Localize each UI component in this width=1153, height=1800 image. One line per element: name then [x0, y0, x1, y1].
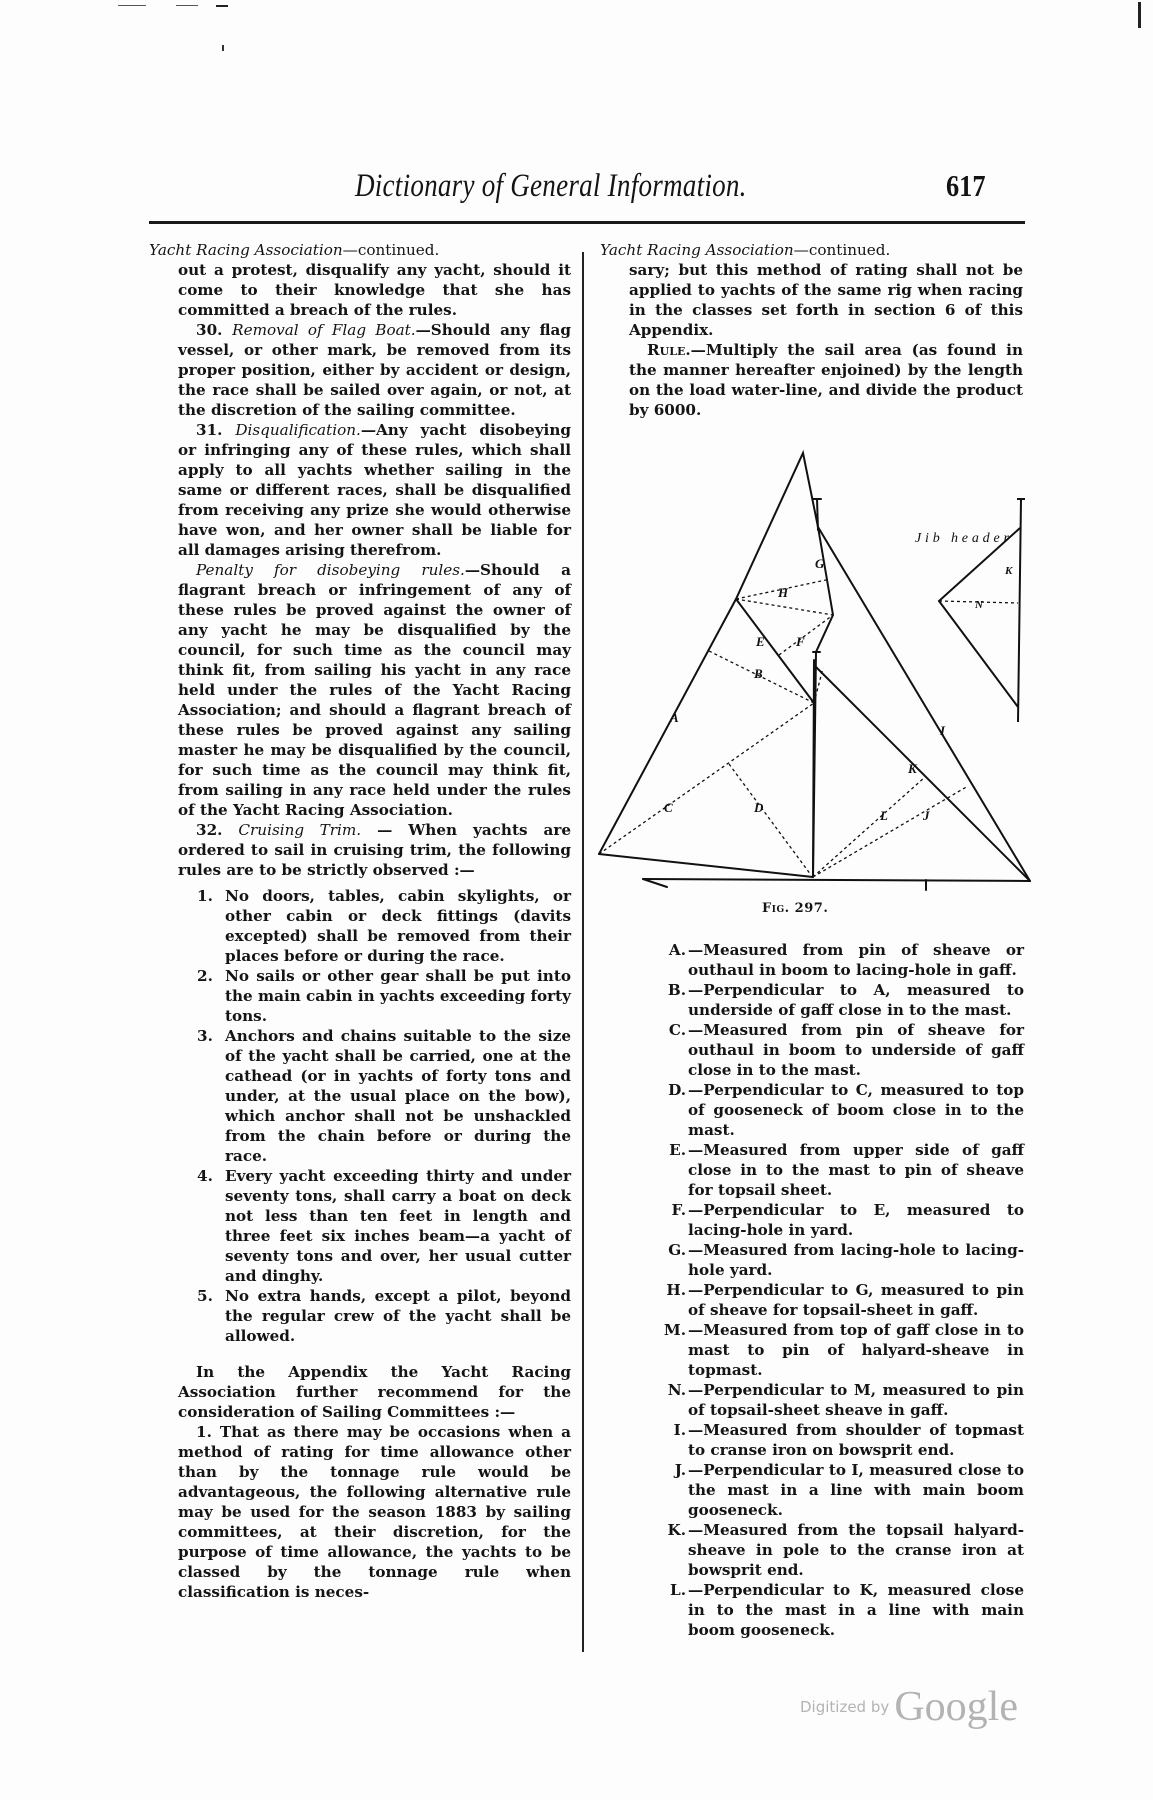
- label-B: B: [754, 666, 763, 681]
- legend-item: F. —Perpendicular to E, measured to lacing-hole in yard.: [671, 1201, 1024, 1239]
- legend-item: C. —Measured from pin of sheave for outhaul in boom to underside of gaff close in to the mast.: [668, 1021, 1024, 1079]
- label-C: C: [664, 800, 673, 815]
- legend-item: K. —Measured from the topsail halyard-sheave in pole to the cranse iron at bowsprit end.: [667, 1521, 1024, 1579]
- legend-item: H. —Perpendicular to G, measured to pin of sheave for topsail-sheet in gaff.: [666, 1281, 1024, 1319]
- scan-artifact: [118, 5, 146, 6]
- digitized-watermark: Digitized by Google: [800, 1684, 1018, 1730]
- legend-item: A. —Measured from pin of sheave or outhaul in boom to lacing-hole in gaff.: [668, 941, 1024, 979]
- scan-artifact: [1138, 2, 1141, 28]
- list-item: 1. No doors, tables, cabin skylights, or other cabin or deck fittings (davits excepted) shall be removed from their places before or during the race.: [197, 887, 571, 965]
- figure-caption: Fig. 297.: [762, 901, 829, 916]
- appendix-paragraph: In the Appendix the Yacht Racing Association further recommend for the consideration of Sailing Committees :—: [178, 1363, 571, 1421]
- right-column: [600, 240, 1023, 420]
- appendix-item-1: 1. That as there may be occasions when a method of rating for time allowance other than by the tonnage rule would be advantageous, the following alternative rule may be used for the season 1883 by sailing committees, at their discretion, for the purpose of time allowance, the yachts to be classed by the tonnage rule when classification is neces-: [178, 1423, 571, 1601]
- scan-artifact: [216, 5, 228, 7]
- cruising-rules-list: [149, 886, 571, 1346]
- list-item: 3. Anchors and chains suitable to the size of the yacht shall be carried, one at the cathead (or in yachts of forty tons and under, at the usual place on the bow), which anchor shall not be unshackled from the chain before or during the race.: [197, 1027, 571, 1165]
- label-G: G: [815, 556, 825, 571]
- legend-item: B. —Perpendicular to A, measured to underside of gaff close in to the mast.: [667, 981, 1024, 1019]
- paragraph: out a protest, disqualify any yacht, should it come to their knowledge that she has committed a breach of the rules.: [178, 261, 571, 319]
- legend-item: L. —Perpendicular to K, measured close in to the mast in a line with main boom gooseneck.: [670, 1581, 1024, 1639]
- label-inset-N: N: [975, 599, 983, 611]
- list-item: 4. Every yacht exceeding thirty and under seventy tons, shall carry a boat on deck not less than ten feet in length and three feet six inches beam—a yacht of seventy tons and over, her usual cutter and dinghy.: [197, 1167, 571, 1285]
- section-31: 31. Disqualification.—Any yacht disobeying or infringing any of these rules, which shall apply to all yachts whether sailing in the same or different races, shall be disqualified from receiving any prize she would otherwise have won, and her owner shall be liable for all damages arising therefrom.: [178, 421, 571, 559]
- column-divider: [582, 252, 584, 1652]
- sail-plan-diagram: [590, 440, 1050, 900]
- scan-artifact: [222, 45, 224, 51]
- legend-item: N. —Perpendicular to M, measured to pin of topsail-sheet sheave in gaff.: [667, 1381, 1024, 1419]
- label-A: A: [670, 710, 679, 725]
- left-column: [149, 240, 571, 1602]
- section-30: 30. Removal of Flag Boat.—Should any flag vessel, or other mark, be removed from its proper position, either by accident or design, the race shall be sailed over again, or not, at the discretion of the sailing committee.: [178, 321, 572, 419]
- section-penalty: Penalty for disobeying rules.—Should a flagrant breach or infringement of any of these rules be proved against the owner of any yacht he may be disqualified by the council, for such time as the council may think fit, from sailing his yacht in any race held under the rules of the Yacht Racing Association; and should a flagrant breach of these rules be proved against any sailing master he may be disqualified by the council, for such time as the council may think fit, from sailing in any race held under the rules of the Yacht Racing Association.: [178, 561, 571, 819]
- running-head: Yacht Racing Association—continued.: [149, 241, 440, 259]
- rule-paragraph: Rule.—Multiply the sail area (as found in the manner hereafter enjoined) by the length on the load water-line, and divide the product by 6000.: [629, 341, 1023, 419]
- paragraph: sary; but this method of rating shall not be applied to yachts of the same rig when racing in the classes set forth in section 6 of this Appendix.: [629, 261, 1023, 339]
- label-J: J: [923, 808, 930, 823]
- label-inset-K: K: [1005, 565, 1013, 577]
- google-logo: Google: [894, 1684, 1018, 1730]
- scan-artifact: [176, 5, 198, 6]
- label-K: K: [908, 761, 917, 776]
- label-D: D: [754, 800, 764, 815]
- legend-item: D. —Perpendicular to C, measured to top of gooseneck of boom close in to the mast.: [668, 1081, 1024, 1139]
- legend-item: E. —Measured from upper side of gaff close in to the mast to pin of sheave for topsail sheet.: [669, 1141, 1024, 1199]
- header-rule: [149, 221, 1025, 224]
- label-H: H: [778, 585, 789, 600]
- label-F: F: [796, 634, 805, 649]
- figure-legend: [640, 940, 1024, 1640]
- page-number: 617: [946, 168, 986, 203]
- label-I: I: [940, 723, 946, 738]
- label-L: L: [880, 808, 888, 823]
- list-item: 5. No extra hands, except a pilot, beyond the regular crew of the yacht shall be allowed.: [197, 1287, 571, 1345]
- label-E: E: [756, 634, 765, 649]
- list-item: 2. No sails or other gear shall be put into the main cabin in yachts exceeding forty tons.: [197, 967, 571, 1025]
- legend-item: J. —Perpendicular to I, measured close to the mast in a line with main boom gooseneck.: [674, 1461, 1024, 1519]
- legend-item: G. —Measured from lacing-hole to lacing-hole yard.: [668, 1241, 1024, 1279]
- page-title: Dictionary of General Information.: [355, 168, 747, 204]
- inset-label: Jib header: [915, 531, 1009, 546]
- legend-item: I. —Measured from shoulder of topmast to cranse iron on bowsprit end.: [673, 1421, 1024, 1459]
- section-32: 32. Cruising Trim. — When yachts are ordered to sail in cruising trim, the following rules are to be strictly observed :—: [178, 821, 571, 879]
- legend-item: M. —Measured from top of gaff close in to mast to pin of halyard-sheave in topmast.: [663, 1321, 1024, 1379]
- running-head: Yacht Racing Association—continued.: [600, 241, 891, 259]
